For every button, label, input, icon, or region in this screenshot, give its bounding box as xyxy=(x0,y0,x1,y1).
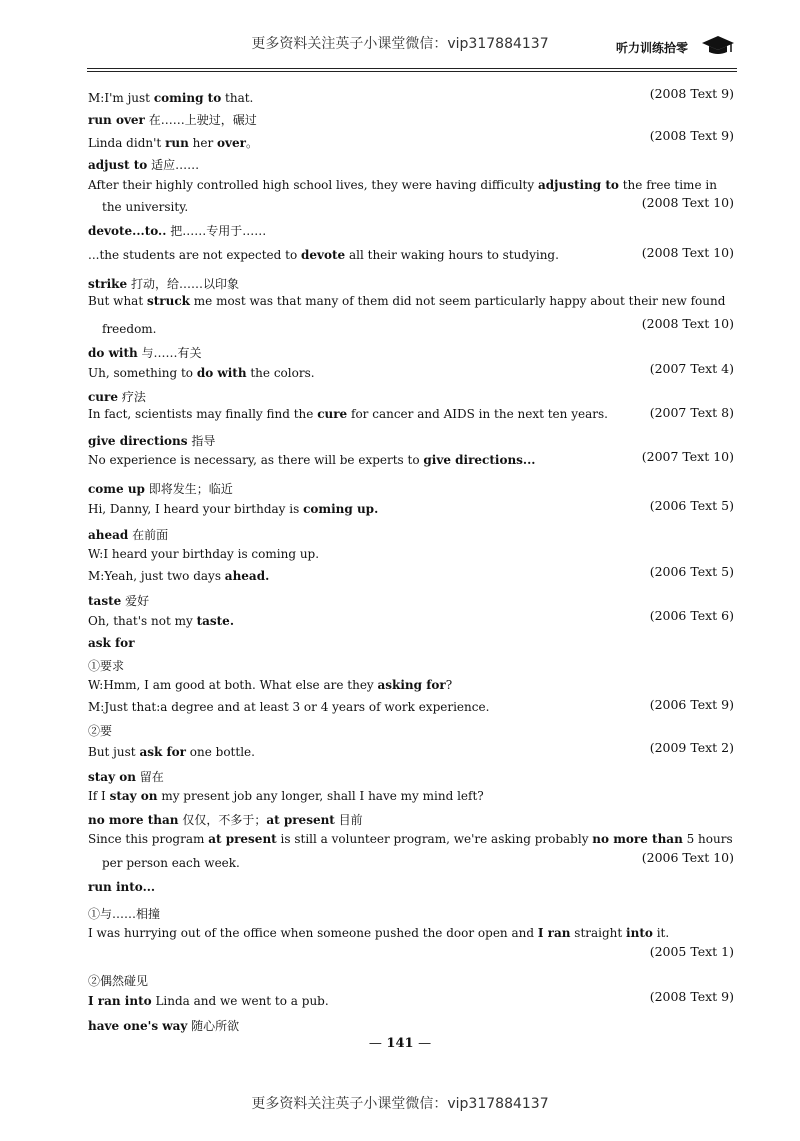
source-note: (2006 Text 5) xyxy=(649,498,734,513)
vocab-heading: stay on 留在 xyxy=(88,770,164,784)
vocab-heading: no more than 仅仅，不多于；at present 目前 xyxy=(88,813,363,827)
example-sentence: After their highly controlled high school lives, they were having difficulty adjusting to the free time in xyxy=(88,178,717,192)
example-sentence: Oh, that's not my taste. xyxy=(88,614,234,628)
source-note: (2007 Text 10) xyxy=(641,449,734,464)
sense-label: ②要 xyxy=(88,724,113,738)
source-note: (2006 Text 9) xyxy=(649,697,734,712)
source-note: (2007 Text 8) xyxy=(649,405,734,420)
example-sentence: But what struck me most was that many of them did not seem particularly happy about their new found xyxy=(88,294,726,308)
source-note: (2009 Text 2) xyxy=(649,740,734,755)
example-sentence: M:I'm just coming to that. xyxy=(88,91,254,105)
source-note: (2008 Text 9) xyxy=(649,128,734,143)
source-note: (2008 Text 10) xyxy=(641,195,734,210)
vocab-heading: give directions 指导 xyxy=(88,434,216,448)
example-sentence: But just ask for one bottle. xyxy=(88,745,255,759)
vocab-heading: ahead 在前面 xyxy=(88,528,169,542)
source-note: (2008 Text 9) xyxy=(649,989,734,1004)
example-sentence: Linda didn't run her over。 xyxy=(88,136,258,150)
header-rule xyxy=(87,68,737,69)
vocab-heading: have one's way 随心所欲 xyxy=(88,1019,240,1033)
source-note: (2005 Text 1) xyxy=(649,944,734,959)
sense-label: ①要求 xyxy=(88,659,125,673)
example-sentence: Uh, something to do with the colors. xyxy=(88,366,315,380)
source-note: (2006 Text 10) xyxy=(641,850,734,865)
example-sentence: W:I heard your birthday is coming up. xyxy=(88,547,320,561)
source-note: (2006 Text 5) xyxy=(649,564,734,579)
source-note: (2008 Text 10) xyxy=(641,316,734,331)
example-sentence: M:Yeah, just two days ahead. xyxy=(88,569,270,583)
example-sentence: I was hurrying out of the office when someone pushed the door open and I ran straight into it. xyxy=(88,926,670,940)
vocab-heading: run into... xyxy=(88,880,156,894)
sense-label: ②偶然碰见 xyxy=(88,974,149,988)
example-sentence-cont: freedom. xyxy=(102,322,157,336)
example-sentence: M:Just that:a degree and at least 3 or 4 years of work experience. xyxy=(88,700,490,714)
section-title: 听力训练拾零 xyxy=(616,41,689,55)
example-sentence: W:Hmm, I am good at both. What else are they asking for? xyxy=(88,678,453,692)
source-note: (2008 Text 9) xyxy=(649,86,734,101)
page-number-decor-left: — xyxy=(368,1036,382,1051)
vocab-heading: ask for xyxy=(88,636,135,650)
vocab-heading: cure 疗法 xyxy=(88,390,146,404)
example-sentence: If I stay on my present job any longer, shall I have my mind left? xyxy=(88,789,484,803)
page-number: — 141 — xyxy=(368,1036,432,1051)
source-note: (2008 Text 10) xyxy=(641,245,734,260)
graduation-cap-icon xyxy=(700,34,736,56)
example-sentence-cont: the university. xyxy=(102,200,189,214)
watermark-bottom: 更多资料关注英子小课堂微信：vip317884137 xyxy=(251,1096,549,1112)
vocab-heading: strike 打动，给……以印象 xyxy=(88,277,239,291)
page-number-decor-right: — xyxy=(418,1036,432,1051)
vocab-heading: do with 与……有关 xyxy=(88,346,202,360)
source-note: (2006 Text 6) xyxy=(649,608,734,623)
vocab-heading: come up 即将发生；临近 xyxy=(88,482,233,496)
watermark-top: 更多资料关注英子小课堂微信：vip317884137 xyxy=(251,36,549,52)
header-rule-2 xyxy=(87,71,737,72)
vocab-heading: run over 在……上驶过，碾过 xyxy=(88,113,257,127)
example-sentence: I ran into Linda and we went to a pub. xyxy=(88,994,329,1008)
example-sentence: ...the students are not expected to devote all their waking hours to studying. xyxy=(88,248,559,262)
example-sentence: Hi, Danny, I heard your birthday is coming up. xyxy=(88,502,379,516)
vocab-heading: taste 爱好 xyxy=(88,594,150,608)
sense-label: ①与……相撞 xyxy=(88,907,161,921)
example-sentence-cont: per person each week. xyxy=(102,856,240,870)
vocab-heading: devote...to.. 把……专用于…… xyxy=(88,224,267,238)
source-note: (2007 Text 4) xyxy=(649,361,734,376)
example-sentence: In fact, scientists may finally find the cure for cancer and AIDS in the next ten years. xyxy=(88,407,608,421)
example-sentence: Since this program at present is still a volunteer program, we're asking probably no more than 5 hours xyxy=(88,832,733,846)
vocab-heading: adjust to 适应…… xyxy=(88,158,200,172)
example-sentence: No experience is necessary, as there will be experts to give directions... xyxy=(88,453,536,467)
